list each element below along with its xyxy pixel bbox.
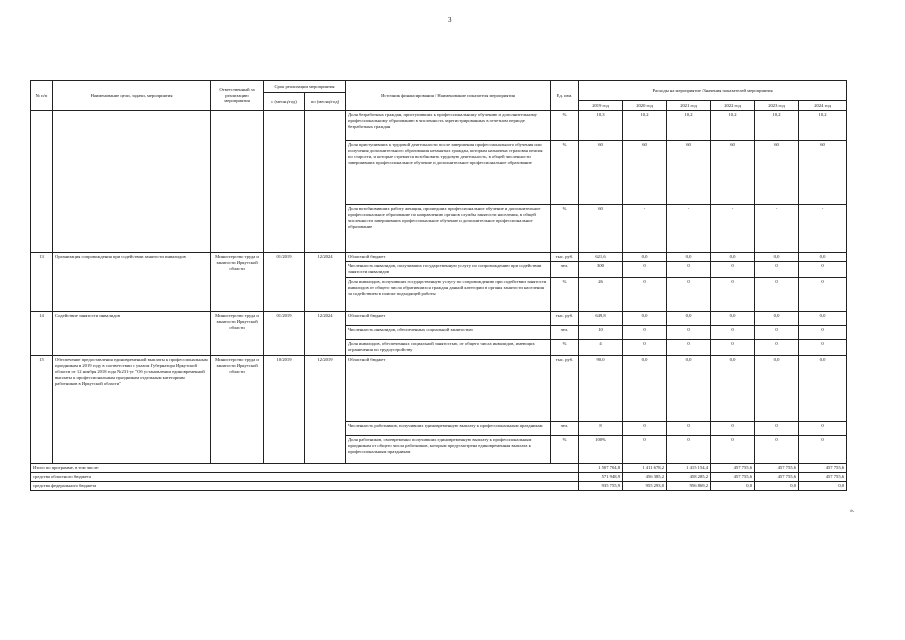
indicator-cell: Доля приступивших к трудовой деятельности после завершения профессионального обучения или получения дополнительного образования незанятых граждан, которым назначена страховая пенсия по старости, и которые стремятся возобновить трудовую деятельность, в общей численности завершивших профессиональное обучение и дополнительное профессиональное образование [346, 141, 551, 205]
indicator-cell: Областной бюджет [346, 253, 551, 262]
unit-cell: чел. [551, 421, 579, 435]
value-cell: 90,0 [579, 355, 623, 421]
total-cell: 571 948,9 [579, 472, 623, 481]
value-cell: 0 [711, 421, 755, 435]
indicator-cell: Численность инвалидов, получивших государственную услугу по сопровождению при содействии занятости инвалидов [346, 261, 551, 277]
value-cell: 0 [667, 421, 711, 435]
value-cell: 0,0 [799, 311, 847, 325]
value-cell: 649,8 [579, 311, 623, 325]
value-cell: 0,0 [623, 253, 667, 262]
totals-row [31, 472, 847, 481]
value-cell: 60 [799, 141, 847, 205]
total-cell: 458 285,2 [667, 472, 711, 481]
value-cell: 0 [623, 421, 667, 435]
value-cell: 0,0 [667, 355, 711, 421]
indicator-cell: Численность работников, получивших единовременную выплату к профессиональным праздникам [346, 421, 551, 435]
value-cell: 0,0 [755, 253, 799, 262]
value-cell: 0 [711, 277, 755, 311]
page-number: 3 [448, 16, 452, 24]
header-year: 2021 год [667, 101, 711, 111]
header-period: Срок реализации мероприятия [264, 81, 346, 93]
value-cell: 10,2 [667, 111, 711, 141]
unit-cell: % [551, 435, 579, 463]
value-cell: 0 [755, 261, 799, 277]
value-cell: 0,0 [799, 355, 847, 421]
value-cell: 10,3 [579, 111, 623, 141]
program-table-sheet [30, 80, 846, 491]
value-cell: 60 [579, 141, 623, 205]
measure-responsible: Министерство труда и занятости Иркутской области [211, 253, 264, 312]
value-cell: 60 [755, 141, 799, 205]
unit-cell: % [551, 277, 579, 311]
header-year: 2023 год [755, 101, 799, 111]
measure-responsible: Министерство труда и занятости Иркутской области [211, 355, 264, 463]
measure-to: 12/2019 [305, 355, 346, 463]
indicator-cell: Областной бюджет [346, 311, 551, 325]
value-cell: 0,0 [799, 253, 847, 262]
measure-num: 15 [31, 355, 53, 463]
indicator-cell: Доля инвалидов, обеспеченных социальной занятостью, от общего числа инвалидов, имеющих ограничения по трудоустройству [346, 339, 551, 355]
total-cell: 0,0 [711, 481, 755, 490]
value-cell: 0,0 [667, 311, 711, 325]
value-cell: 0 [799, 277, 847, 311]
header-year: 2019 год [579, 101, 623, 111]
totals-row [31, 463, 847, 472]
value-cell: 0 [799, 435, 847, 463]
value-cell: 0 [755, 339, 799, 355]
totals-label: средства федерального бюджета [31, 481, 579, 490]
value-cell: 0 [667, 435, 711, 463]
value-cell: 4 [579, 339, 623, 355]
value-cell: 0 [799, 261, 847, 277]
header-year: 2024 год [799, 101, 847, 111]
measure-name: Содействие занятости инвалидов [53, 311, 211, 355]
value-cell: 0 [667, 277, 711, 311]
value-cell: - [711, 205, 755, 253]
indicator-cell: Доля безработных граждан, приступивших к профессиональному обучению и дополнительному профессиональному образованию в численность зарегистрированных в отчетном периоде безработных граждан [346, 111, 551, 141]
indicator-cell: Областной бюджет [346, 355, 551, 421]
measure-name: Организация сопровождения при содействии занятости инвалидов [53, 253, 211, 312]
value-cell: - [755, 205, 799, 253]
header-source: Источник финансирования / Наименование показателя мероприятия [346, 81, 551, 111]
value-cell: 0 [711, 339, 755, 355]
total-cell: 457 755,6 [755, 472, 799, 481]
program-table [30, 80, 847, 491]
value-cell: 0,0 [711, 253, 755, 262]
header-year: 2020 год [623, 101, 667, 111]
total-cell: 456 385,2 [623, 472, 667, 481]
value-cell: 0 [755, 325, 799, 339]
value-cell: 0,0 [711, 355, 755, 421]
totals-label: средства областного бюджета [31, 472, 579, 481]
value-cell: 8 [579, 421, 623, 435]
value-cell: 0,0 [755, 311, 799, 325]
value-cell: 60 [711, 141, 755, 205]
value-cell: 0 [711, 261, 755, 277]
value-cell: 0 [623, 435, 667, 463]
value-cell: 0 [755, 277, 799, 311]
measure-to: 12/2024 [305, 311, 346, 355]
value-cell: 0 [711, 325, 755, 339]
unit-cell: чел. [551, 325, 579, 339]
value-cell: 0 [799, 325, 847, 339]
header-num: № п/п [31, 81, 53, 111]
totals-label: Итого по программе, в том числе: [31, 463, 579, 472]
value-cell: 0 [667, 325, 711, 339]
value-cell: 0 [799, 421, 847, 435]
table-row [31, 355, 847, 421]
value-cell: 0 [623, 261, 667, 277]
unit-cell: % [551, 205, 579, 253]
measure-name: Обеспечение предоставления единовременной выплаты к профессиональным праздникам в 2019 году в соответствии с указом Губернатора Иркутской области от 12 ноября 2018 года №231-уг "Об установлении единовременной выплаты к профессиональным праздникам отдельным категориям работников в Иркутской области" [53, 355, 211, 463]
total-cell: 457 755,6 [799, 463, 847, 472]
measure-from: 01/2019 [264, 253, 305, 312]
value-cell: 0,0 [623, 311, 667, 325]
value-cell: 10,2 [799, 111, 847, 141]
indicator-cell: Доля работников, своевременно получивших единовременную выплату к профессиональным праздникам от общего числа работников, которым предусмотрена единовременная выплата к профессиональным праздникам [346, 435, 551, 463]
measure-num: 13 [31, 253, 53, 312]
value-cell: 10,2 [755, 111, 799, 141]
indicator-cell: Численность инвалидов, обеспеченных социальной занятостью [346, 325, 551, 339]
total-cell: 935 755,9 [579, 481, 623, 490]
unit-cell: % [551, 141, 579, 205]
value-cell: 621,6 [579, 253, 623, 262]
header-expenses: Расходы на мероприятие /Значения показателей мероприятия [579, 81, 847, 101]
value-cell: 26 [579, 277, 623, 311]
unit-cell: чел. [551, 261, 579, 277]
total-cell: 1 507 704,8 [579, 463, 623, 472]
value-cell: 10,2 [711, 111, 755, 141]
value-cell: 0,0 [711, 311, 755, 325]
value-cell: 100% [579, 435, 623, 463]
table-row [31, 253, 847, 262]
total-cell: 457 755,6 [711, 463, 755, 472]
indicator-cell: Доля инвалидов, получивших государственную услугу по сопровождению при содействии занятости инвалидов от общего числа обратившихся граждан данной категории в органы занятости населения за содействием в поиске подходящей работы [346, 277, 551, 311]
total-cell: 457 755,6 [711, 472, 755, 481]
indicator-cell: Доля возобновивших работу женщин, прошедших профессиональное обучение и дополнительное профессиональное образование по направлению органов службы занятости населения, в общей численности завершивших профессиональное обучение и дополнительное профессиональное образование [346, 205, 551, 253]
header-responsible: Ответственный за реализацию мероприятия [211, 81, 264, 111]
value-cell: 0 [623, 339, 667, 355]
value-cell: 0 [799, 339, 847, 355]
measure-to: 12/2024 [305, 253, 346, 312]
value-cell: 0 [711, 435, 755, 463]
value-cell: 300 [579, 261, 623, 277]
value-cell: 60 [623, 141, 667, 205]
value-cell: 0,0 [667, 253, 711, 262]
header-name: Наименование цели, задачи, мероприятия [53, 81, 211, 111]
value-cell: 0 [623, 277, 667, 311]
value-cell: - [799, 205, 847, 253]
value-cell: 0 [755, 421, 799, 435]
value-cell: - [667, 205, 711, 253]
value-cell: 60 [579, 205, 623, 253]
totals-row [31, 481, 847, 490]
unit-cell: тыс. руб. [551, 253, 579, 262]
value-cell: 0 [623, 325, 667, 339]
value-cell: 0,0 [755, 355, 799, 421]
closing-quote-mark: ». [850, 508, 855, 514]
measure-num: 14 [31, 311, 53, 355]
value-cell: 0 [667, 339, 711, 355]
table-row [31, 311, 847, 325]
unit-cell: % [551, 339, 579, 355]
total-cell: 956 869,2 [667, 481, 711, 490]
total-cell: 1 411 678,2 [623, 463, 667, 472]
table-row [31, 111, 847, 141]
header-unit: Ед. изм. [551, 81, 579, 111]
value-cell: 0,0 [623, 355, 667, 421]
total-cell: 457 755,6 [799, 472, 847, 481]
measure-from: 01/2019 [264, 311, 305, 355]
value-cell: 10,2 [623, 111, 667, 141]
header-from: с (месяц/год) [264, 93, 305, 111]
header-year: 2022 год [711, 101, 755, 111]
total-cell: 1 415 154,4 [667, 463, 711, 472]
unit-cell: % [551, 111, 579, 141]
value-cell: 0 [755, 435, 799, 463]
unit-cell: тыс. руб. [551, 355, 579, 421]
value-cell: 0 [667, 261, 711, 277]
value-cell: 10 [579, 325, 623, 339]
measure-responsible: Министерство труда и занятости Иркутской области [211, 311, 264, 355]
total-cell: 0,0 [799, 481, 847, 490]
header-to: по (месяц/год) [305, 93, 346, 111]
total-cell: 955 293,0 [623, 481, 667, 490]
measure-from: 10/2019 [264, 355, 305, 463]
unit-cell: тыс. руб. [551, 311, 579, 325]
value-cell: 60 [667, 141, 711, 205]
value-cell: - [623, 205, 667, 253]
total-cell: 457 755,6 [755, 463, 799, 472]
total-cell: 0,0 [755, 481, 799, 490]
